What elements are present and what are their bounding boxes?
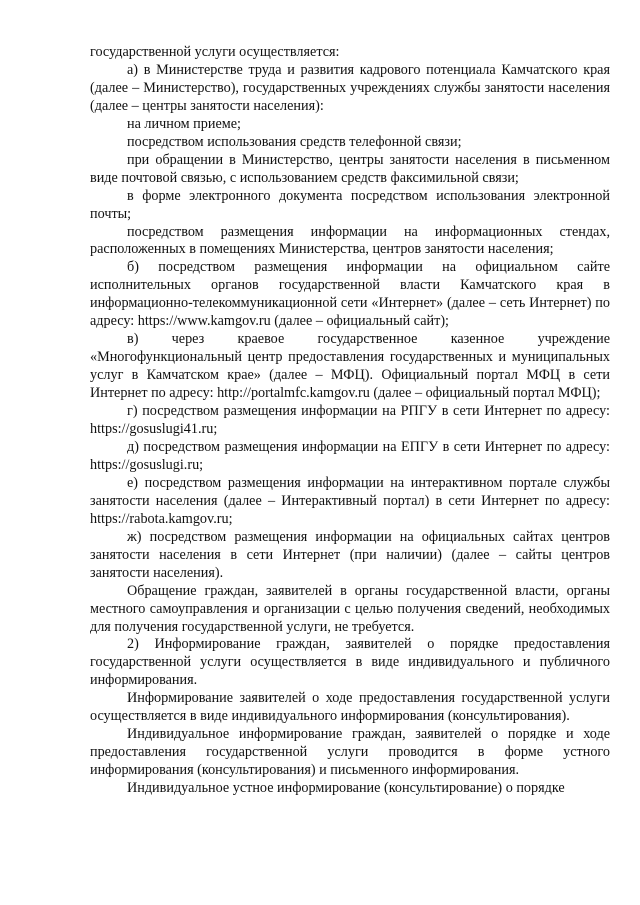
paragraph-item-g: г) посредством размещения информации на РПГУ в сети Интернет по адресу: https://gosuslugi41.ru; bbox=[90, 403, 610, 438]
paragraph-item-b: б) посредством размещения информации на официальном сайте исполнительных органов государственной власти Камчатского края в информационно-телекоммуникационной сети «Интернет» (далее – сеть Интернет) по адресу: https://www.kamgov.ru (далее – официальный сайт); bbox=[90, 259, 610, 330]
document-page bbox=[90, 44, 610, 798]
paragraph-oral-consulting: Индивидуальное устное информирование (консультирование) о порядке bbox=[127, 780, 565, 797]
paragraph-email: в форме электронного документа посредством использования электронной почты; bbox=[90, 187, 610, 222]
paragraph-progress-info: Информирование заявителей о ходе предоставления государственной услуги осуществляется в виде индивидуального информирования (консультирования). bbox=[90, 690, 610, 725]
paragraph-info-stands: посредством размещения информации на информационных стендах, расположенных в помещениях Министерства, центров занятости населения; bbox=[90, 223, 610, 258]
paragraph-item-zh: ж) посредством размещения информации на официальных сайтах центров занятости населения в сети Интернет (при наличии) (далее – сайты центров занятости населения). bbox=[90, 528, 610, 581]
paragraph-item-a: а) в Министерстве труда и развития кадрового потенциала Камчатского края (далее – Министерство), государственных учреждениях службы занятости населения (далее – центры занятости населения): bbox=[90, 61, 610, 114]
paragraph-item-v: в) через краевое государственное казенное учреждение «Многофункциональный центр предоставления государственных и муниципальных услуг в Камчатском крае» (далее – МФЦ). Официальный портал МФЦ в сети Интернет по адресу: http://portalmfc.kamgov.ru (далее – официальный портал МФЦ); bbox=[90, 331, 610, 402]
paragraph-written-request: при обращении в Министерство, центры занятости населения в письменном виде почтовой связью, с использованием средств факсимильной связи; bbox=[90, 151, 610, 186]
paragraph-individual-info: Индивидуальное информирование граждан, заявителей о порядке и ходе предоставления государственной услуги проводится в форме устного информирования (консультирования) и письменного информирования. bbox=[90, 726, 610, 779]
paragraph-intro: государственной услуги осуществляется: bbox=[90, 44, 340, 60]
paragraph-telephone: посредством использования средств телефонной связи; bbox=[127, 133, 462, 150]
paragraph-item-e: е) посредством размещения информации на интерактивном портале службы занятости населения (далее – Интерактивный портал) в сети Интернет по адресу: https://rabota.kamgov.ru; bbox=[90, 474, 610, 527]
paragraph-personal-reception: на личном приеме; bbox=[127, 115, 241, 132]
paragraph-no-request-needed: Обращение граждан, заявителей в органы государственной власти, органы местного самоуправления и организации с целью получения сведений, необходимых для получения государственной услуги, не требуется. bbox=[90, 582, 610, 635]
paragraph-item-d: д) посредством размещения информации на ЕПГУ в сети Интернет по адресу: https://gosuslugi.ru; bbox=[90, 438, 610, 473]
paragraph-section-2: 2) Информирование граждан, заявителей о порядке предоставления государственной услуги осуществляется в виде индивидуального и публичного информирования. bbox=[90, 636, 610, 689]
